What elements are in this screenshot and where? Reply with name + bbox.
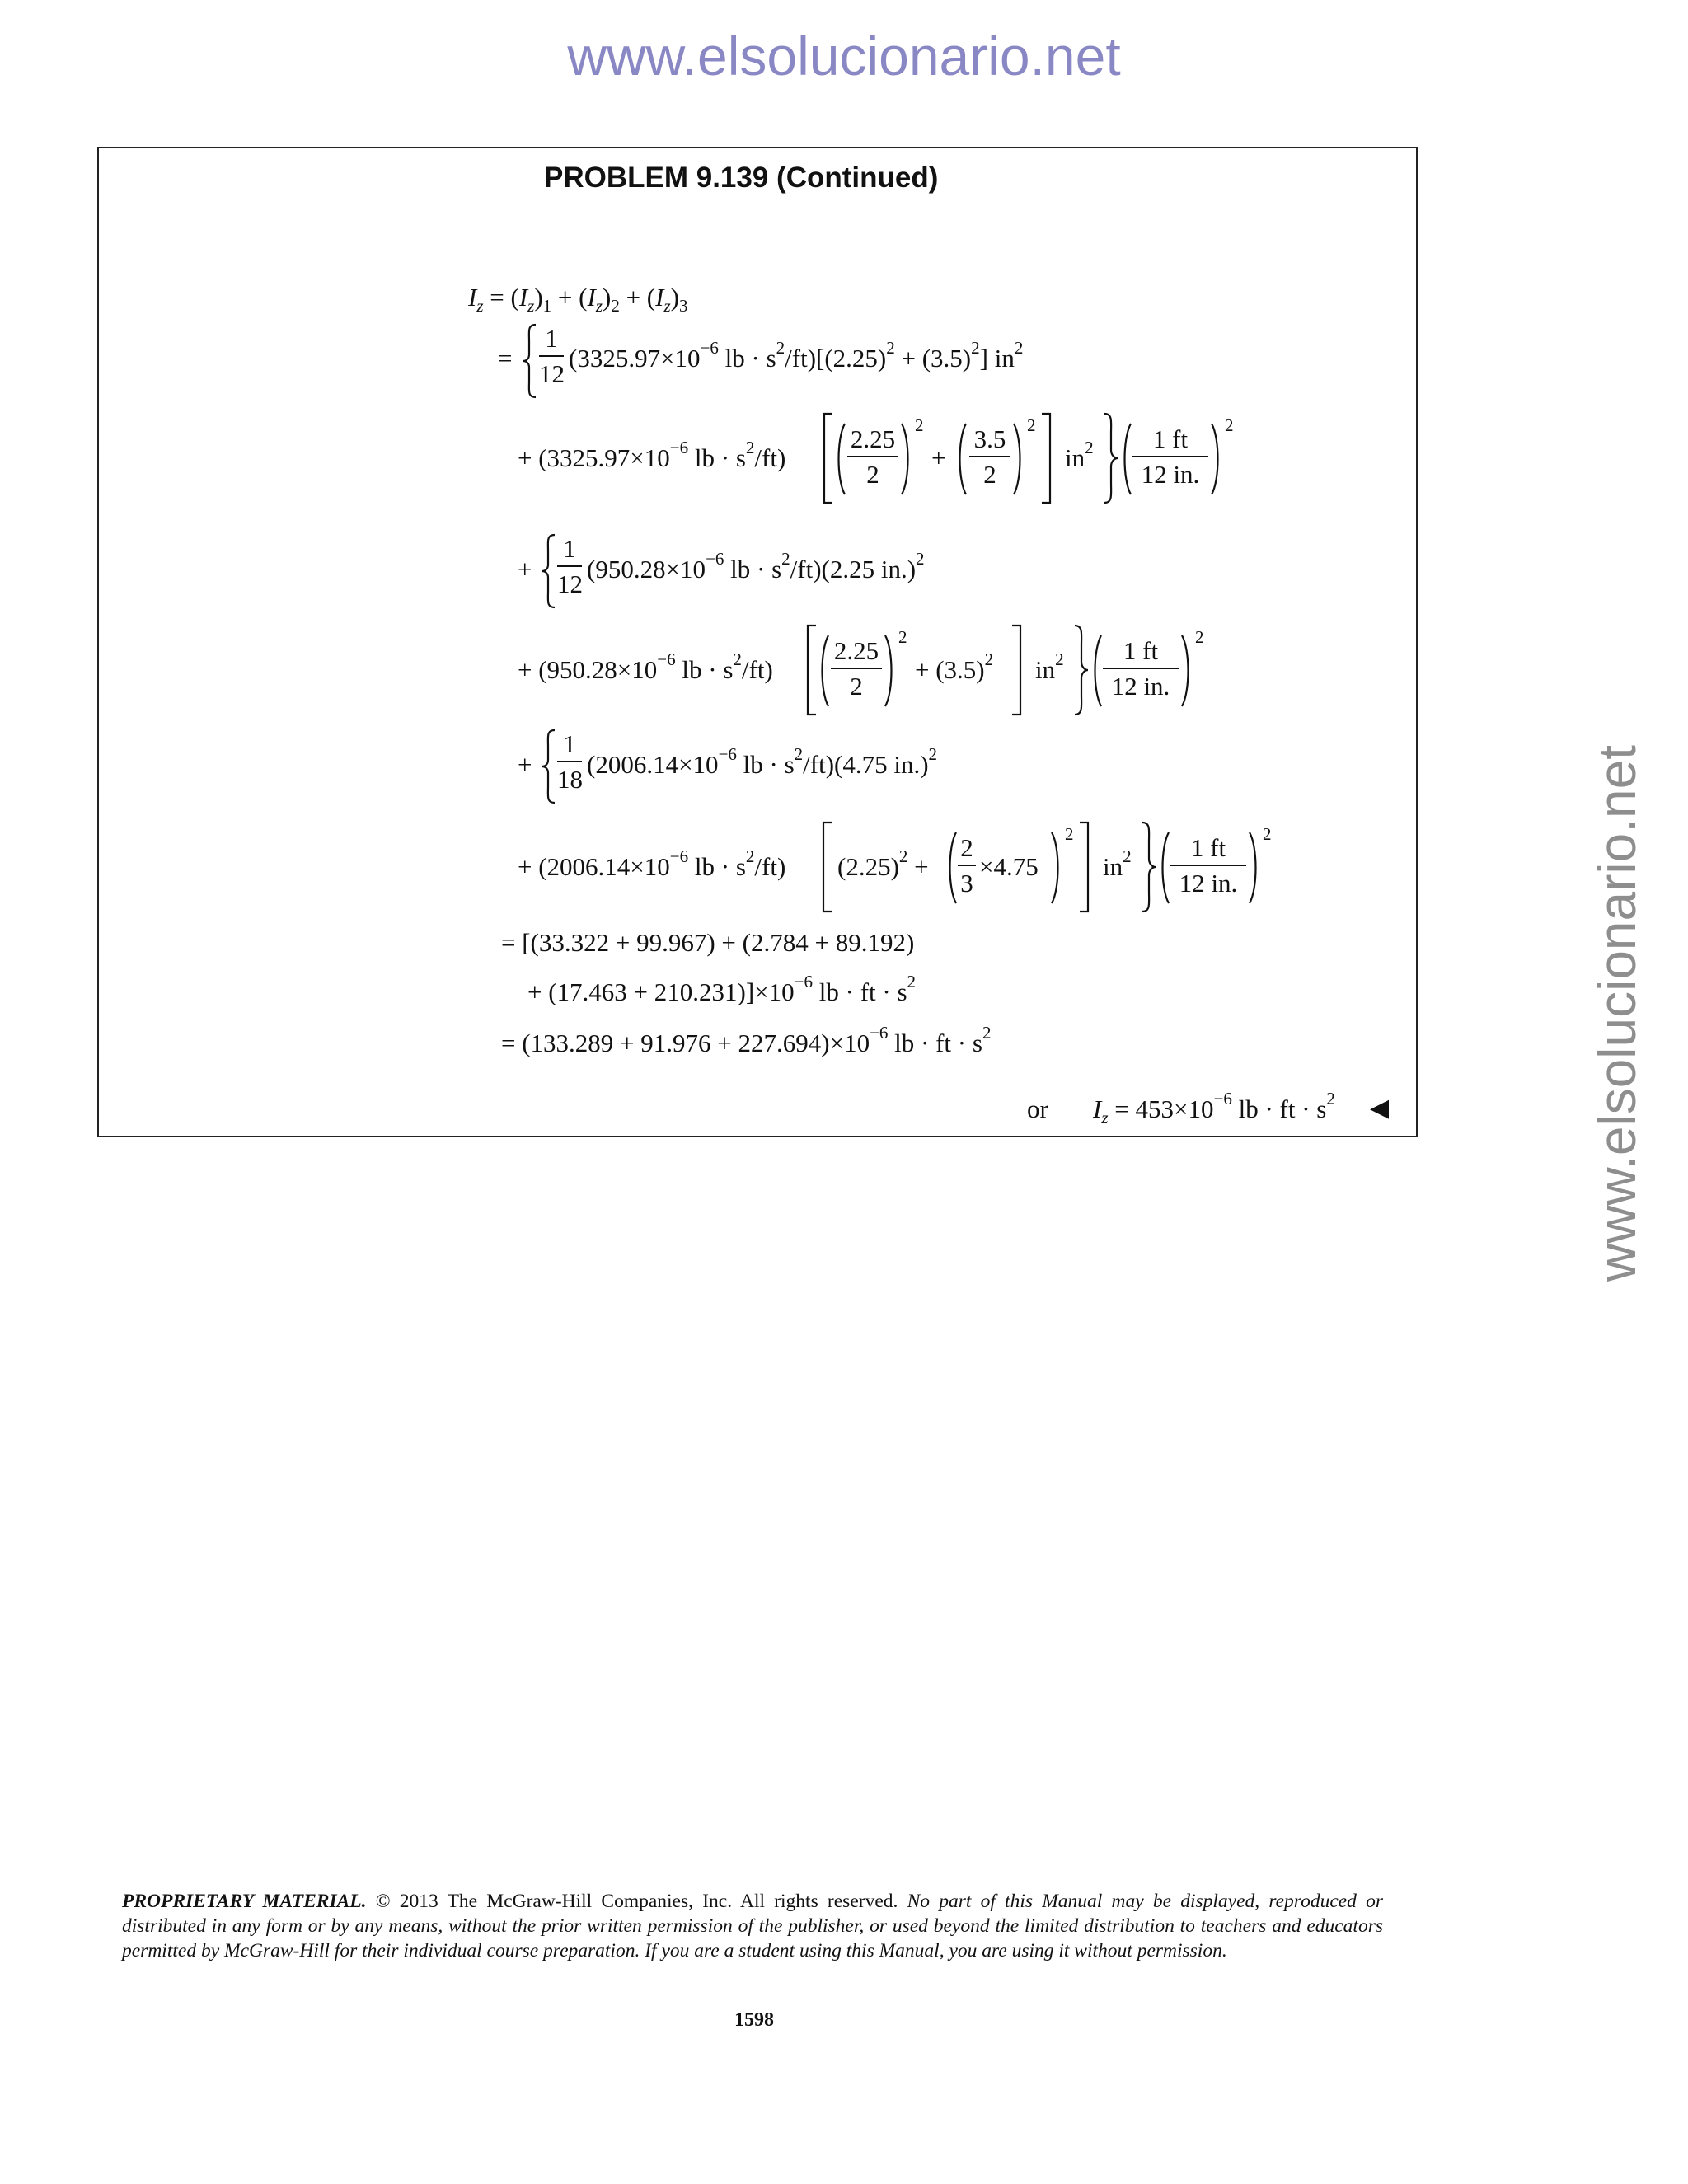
eq-line-9: + $(17.463 + 210.231)]\times 10^{-6}$ lb · ft · $s^2$ [528,971,917,1006]
footer-notice: No part of this Manual may be displayed, reproduced or distributed in any form or by any means, without the prior written permission of the publisher, or used beyond the limited distribution to teachers and educators permitted by McGraw-Hill for their individual course preparation. If you are a student using this Manual, you are using it without permission. [122,1891,1384,1961]
eq-line-8: = [(33.322 + 99.967) + (2.784 + 89.192) [501,928,915,957]
copyright-notice [122,1889,1383,1963]
footer-copyright: © 2013 The McGraw-Hill Companies, Inc. All rights reserved. [375,1891,898,1912]
answer-prefix: or [1027,1094,1048,1123]
eq-line-10: = $(133.289 + 91.976 + 227.694)\times 10^{-6}$ lb · ft · $s^2$ [501,1022,992,1057]
answer-marker-icon: ◀ [1370,1094,1390,1122]
watermark-side: www.elsolucionario.net [1587,745,1647,1282]
watermark-top: www.elsolucionario.net [567,26,1121,87]
eq-line-1: $I_z = (I_z)_1 + (I_z)_2 + (I_z)_3$ [468,283,688,316]
footer-heading: PROPRIETARY MATERIAL. [122,1891,367,1912]
page-number: 1598 [734,2009,774,2031]
final-answer: $I_z = 453\times 10^{-6}$ lb · ft · $s^2$ [1093,1088,1335,1128]
problem-title: PROBLEM 9.139 (Continued) [544,162,939,194]
